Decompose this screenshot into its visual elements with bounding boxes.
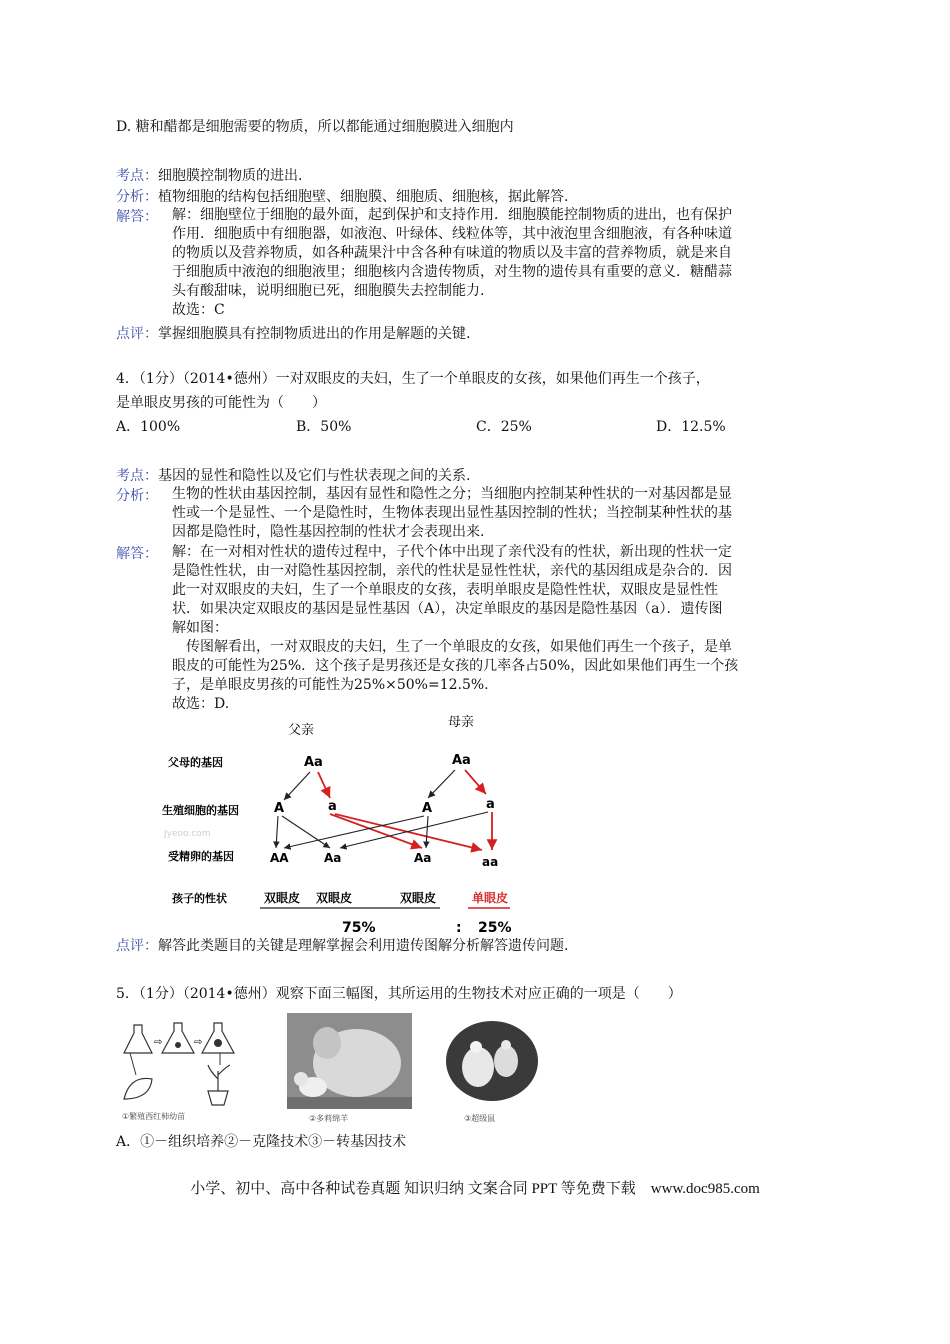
- arrow-mother-a: [465, 770, 486, 794]
- q3-fenxi-row: [116, 186, 568, 206]
- jieda-line: 解：在一对相对性状的遗传过程中，子代个体中出现了亲代没有的性状，新出现的性状一定: [172, 544, 732, 560]
- kaodian-label: 考点：: [116, 168, 158, 184]
- jieda-label: 解答：: [116, 546, 158, 562]
- trait-3: 双眼皮: [400, 891, 437, 905]
- ratio-dominant: 75%: [342, 920, 376, 936]
- father-label: 父亲: [288, 723, 315, 738]
- fenxi-label: 分析：: [116, 189, 158, 205]
- q4-option-c: C．25%: [476, 419, 532, 435]
- dianping-text: 掌握细胞膜具有控制物质进出的作用是解题的关键.: [158, 326, 471, 342]
- ratio-colon: :: [456, 920, 462, 936]
- zygote-Aa-1: Aa: [324, 851, 342, 865]
- zygote-AA: AA: [270, 851, 289, 865]
- row-label-parents: 父母的基因: [168, 756, 223, 769]
- super-mouse-figure: [438, 1013, 548, 1125]
- fenxi-line: 因都是隐性时，隐性基因控制的性状才会表现出来.: [172, 524, 485, 540]
- q4-fenxi: [172, 485, 837, 542]
- caption-3: ③超级鼠: [464, 1114, 496, 1123]
- row-label-trait: 孩子的性状: [172, 892, 227, 905]
- jieda-line: 头有酸甜味，说明细胞已死，细胞膜失去控制能力.: [172, 283, 485, 299]
- q3-kaodian-row: [116, 165, 302, 185]
- arrow-mother-A: [428, 770, 455, 798]
- jieda-line: 解如图：: [172, 620, 228, 636]
- jieda-line: 此一对双眼皮的夫妇，生了一个单眼皮的女孩，表明单眼皮是隐性性状，双眼皮是显性性: [172, 582, 718, 598]
- kaodian-text: 细胞膜控制物质的进出.: [158, 168, 303, 184]
- svg-text:⇨: ⇨: [194, 1037, 203, 1048]
- jieda-label: 解答：: [116, 209, 158, 225]
- dianping-label: 点评：: [116, 326, 158, 342]
- trait-1: 双眼皮: [264, 891, 301, 905]
- tissue-culture-figure: [116, 1013, 276, 1125]
- q4-option-d: D．12.5%: [656, 419, 726, 435]
- zygote-Aa-2: Aa: [414, 851, 432, 865]
- watermark: Jyeoo.com: [164, 829, 211, 839]
- cross-line: [426, 816, 428, 848]
- jieda-line: 状．如果决定双眼皮的基因是显性基因（A），决定单眼皮的基因是隐性基因（a）．遗传图: [172, 601, 723, 617]
- svg-text:⇨: ⇨: [154, 1037, 163, 1048]
- fenxi-text: 植物细胞的结构包括细胞壁、细胞膜、细胞质、细胞核，据此解答.: [158, 189, 569, 205]
- gamete-A-father: A: [274, 801, 285, 816]
- trait-recessive: 单眼皮: [472, 891, 509, 905]
- fenxi-line: 性或一个是显性、一个是隐性时，生物体表现出显性基因控制的性状；当控制某种性状的基: [172, 505, 732, 521]
- guxuan-text: 故选：C: [172, 302, 225, 318]
- arrow-father-a: [318, 772, 330, 798]
- q4-stem-line2: 是单眼皮男孩的可能性为（ ）: [116, 395, 326, 411]
- q3-dianping-row: [116, 323, 470, 343]
- cross-line: [284, 816, 424, 848]
- caption-2: ②多莉绵羊: [309, 1114, 349, 1123]
- gamete-a-mother: a: [486, 797, 495, 812]
- jieda-line: 于细胞质中液泡的细胞液里；细胞核内含遗传物质，对生物的遗传具有重要的意义．糖醋蒜: [172, 264, 732, 280]
- dianping-text: 解答此类题目的关键是理解掌握会利用遗传图解分析解答遗传问题.: [158, 938, 569, 954]
- arrow-father-A: [284, 772, 310, 800]
- guxuan-text: 故选：D.: [172, 696, 230, 712]
- dianping-label: 点评：: [116, 938, 158, 954]
- genetics-diagram: [160, 712, 530, 937]
- kaodian-label: 考点：: [116, 468, 158, 484]
- kaodian-text: 基因的显性和隐性以及它们与性状表现之间的关系.: [158, 468, 471, 484]
- trait-2: 双眼皮: [316, 891, 353, 905]
- jieda-line: 传图解看出，一对双眼皮的夫妇，生了一个单眼皮的女孩，如果他们再生一个孩子，是单: [172, 639, 732, 655]
- q5-stem: 5．（1分）（2014•德州）观察下面三幅图，其所运用的生物技术对应正确的一项是（ ）: [116, 986, 682, 1002]
- q3-option-d: D. 糖和醋都是细胞需要的物质，所以都能通过细胞膜进入细胞内: [116, 119, 514, 135]
- dolly-sheep-figure: [287, 1013, 412, 1125]
- gamete-a-father: a: [328, 799, 337, 814]
- jieda-line: 子，是单眼皮男孩的可能性为25%×50%=12.5%.: [172, 677, 489, 693]
- mother-gene: Aa: [452, 753, 471, 768]
- jieda-line: 作用．细胞质中有细胞器，如液泡、叶绿体、线粒体等，其中液泡里含细胞液，有各种味道: [172, 226, 732, 242]
- fenxi-line: 生物的性状由基因控制，基因有显性和隐性之分；当细胞内控制某种性状的一对基因都是显: [172, 486, 732, 502]
- q3-jieda: [172, 206, 837, 320]
- q4-option-b: B．50%: [296, 419, 352, 435]
- page-footer: 小学、初中、高中各种试卷真题 知识归纳 文案合同 PPT 等免费下载 www.doc985.com: [190, 1181, 760, 1197]
- fenxi-label: 分析：: [116, 488, 158, 504]
- mother-label: 母亲: [448, 715, 475, 730]
- row-label-gametes: 生殖细胞的基因: [162, 804, 239, 817]
- gamete-A-mother: A: [422, 801, 433, 816]
- q4-kaodian-row: [116, 465, 470, 485]
- father-gene: Aa: [304, 755, 323, 770]
- zygote-aa: aa: [482, 855, 499, 869]
- q4-stem-line1: 4．（1分）（2014•德州）一对双眼皮的夫妇，生了一个单眼皮的女孩，如果他们再生一个孩子，: [116, 371, 710, 387]
- jieda-line: 解：细胞壁位于细胞的最外面，起到保护和支持作用．细胞膜能控制物质的进出，也有保护: [172, 207, 732, 223]
- row-label-zygote: 受精卵的基因: [168, 850, 234, 863]
- ratio-recessive: 25%: [478, 920, 512, 936]
- q4-option-a: A．100%: [116, 419, 181, 435]
- cross-line: [276, 816, 278, 848]
- q4-jieda: [172, 543, 837, 714]
- jieda-line: 眼皮的可能性为25%．这个孩子是男孩还是女孩的几率各占50%，因此如果他们再生一个孩: [172, 658, 739, 674]
- jieda-line: 的物质以及营养物质，如各种蔬果汁中含各种有味道的物质以及丰富的营养物质，就是来自: [172, 245, 732, 261]
- q4-dianping-row: [116, 935, 568, 955]
- q5-option-a: A．①－组织培养②－克隆技术③－转基因技术: [116, 1134, 407, 1150]
- jieda-line: 是隐性性状，由一对隐性基因控制，亲代的性状是显性性状，亲代的基因组成是杂合的．因: [172, 563, 732, 579]
- caption-1: ①繁殖西红柿幼苗: [122, 1112, 186, 1121]
